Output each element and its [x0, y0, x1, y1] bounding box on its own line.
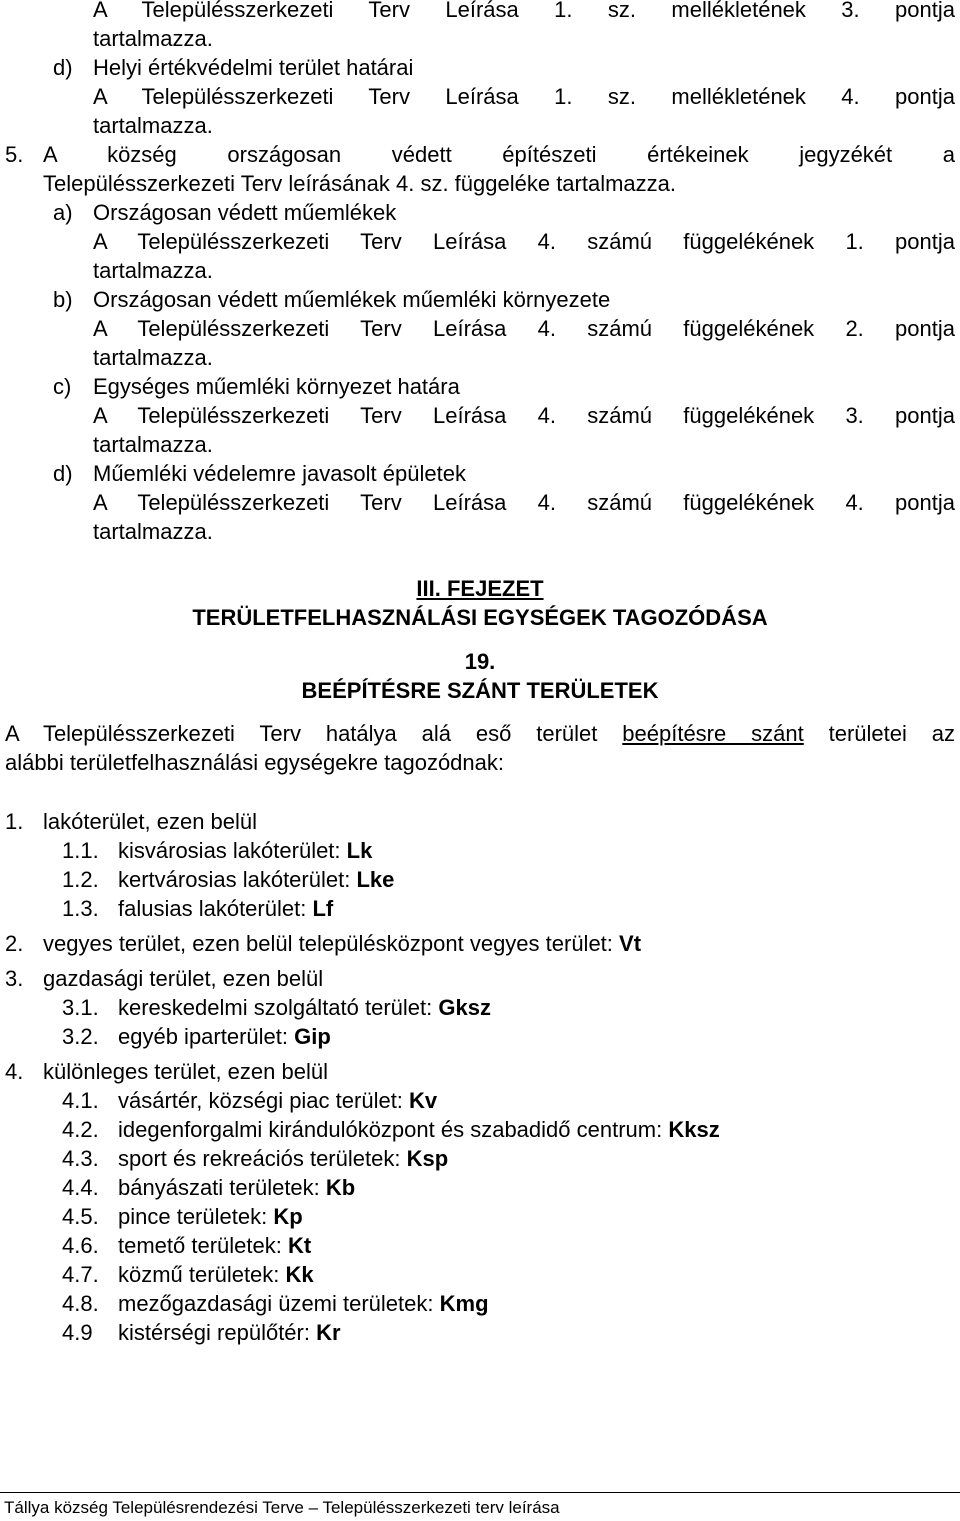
list-item: 4.8. mezőgazdasági üzemi területek: Kmg — [62, 1291, 489, 1316]
chapter-title: TERÜLETFELHASZNÁLÁSI EGYSÉGEK TAGOZÓDÁSA — [192, 605, 768, 630]
subitem-title: Helyi értékvédelmi terület határai — [93, 55, 414, 80]
list-item: 1.3. falusias lakóterület: Lf — [62, 896, 334, 921]
area-code: Kksz — [668, 1117, 720, 1142]
subitem-a-title — [53, 199, 396, 227]
ref-line: A Településszerkezeti Terv Leírása 4. számú függelékének 1. pontja — [93, 229, 955, 254]
area-code: Lke — [356, 867, 395, 892]
subitem-b-title — [53, 286, 610, 314]
list-item: 4.7. közmű területek: Kk — [62, 1262, 314, 1287]
section-number: 19. — [464, 649, 496, 674]
intro-line-2: alábbi területfelhasználási egységekre tagozódnak: — [5, 750, 504, 775]
list-item: 3.2. egyéb iparterület: Gip — [62, 1024, 331, 1049]
subitem-title: Műemléki védelemre javasolt épületek — [93, 461, 466, 486]
subitem-c-title — [53, 373, 460, 401]
ref-line: A Településszerkezeti Terv Leírása 4. számú függelékének 2. pontja — [93, 316, 955, 341]
item-5-text: A község országosan védett építészeti értékeinek jegyzékét a — [43, 142, 955, 167]
area-code: Kr — [316, 1320, 341, 1345]
list-item: 1.1. kisvárosias lakóterület: Lk — [62, 838, 373, 863]
list-item: 4. különleges terület, ezen belül — [5, 1059, 328, 1084]
ref-tail: tartalmazza. — [93, 345, 213, 370]
area-code: Gksz — [438, 995, 491, 1020]
ref-tail: tartalmazza. — [93, 432, 213, 457]
ref-tail: tartalmazza. — [93, 26, 213, 51]
ref-tail: tartalmazza. — [93, 258, 213, 283]
area-code: Vt — [619, 931, 642, 956]
area-code: Lk — [346, 838, 373, 863]
intro-underlined: beépítésre szánt — [622, 721, 804, 746]
area-code: Kv — [409, 1088, 438, 1113]
area-code: Kt — [288, 1233, 312, 1258]
list-item: 1.2. kertvárosias lakóterület: Lke — [62, 867, 395, 892]
subitem-title: Országosan védett műemlékek — [93, 200, 397, 225]
ref-line: A Településszerkezeti Terv Leírása 1. sz. mellékletének 4. pontja — [93, 84, 955, 109]
ref-tail: tartalmazza. — [93, 519, 213, 544]
subitem-label: b) — [53, 287, 73, 312]
subitem-label: a) — [53, 200, 73, 225]
list-item: 3.1. kereskedelmi szolgáltató terület: Gksz — [62, 995, 491, 1020]
chapter-number: III. FEJEZET — [416, 576, 544, 601]
list-item: 4.2. idegenforgalmi kirándulóközpont és szabadidő centrum: Kksz — [62, 1117, 720, 1142]
page-footer — [0, 1492, 960, 1519]
footer-text: Tállya község Településrendezési Terve – Településszerkezeti terv leírása — [4, 1498, 560, 1517]
list-item: 4.3. sport és rekreációs területek: Ksp — [62, 1146, 449, 1171]
item-5-text-cont: Településszerkezeti Terv leírásának 4. sz. függeléke tartalmazza. — [43, 171, 677, 196]
list-item: 1. lakóterület, ezen belül — [5, 809, 258, 834]
list-item: 2. vegyes terület, ezen belül településközpont vegyes terület: Vt — [5, 931, 642, 956]
subitem-title: Országosan védett műemlékek műemléki környezete — [93, 287, 611, 312]
ref-line: A Településszerkezeti Terv Leírása 4. számú függelékének 4. pontja — [93, 490, 955, 515]
list-item: 3. gazdasági terület, ezen belül — [5, 966, 324, 991]
area-code: Kp — [273, 1204, 303, 1229]
area-code: Ksp — [406, 1146, 449, 1171]
item-5-number: 5. — [5, 142, 24, 167]
subitem-label: c) — [53, 374, 72, 399]
area-code: Gip — [294, 1024, 331, 1049]
list-item: 4.6. temető területek: Kt — [62, 1233, 312, 1258]
area-code: Kb — [325, 1175, 356, 1200]
subitem-title: Egységes műemléki környezet határa — [93, 374, 460, 399]
list-item: 4.1. vásártér, községi piac terület: Kv — [62, 1088, 438, 1113]
section-title: BEÉPÍTÉSRE SZÁNT TERÜLETEK — [301, 678, 659, 703]
area-code: Kk — [285, 1262, 314, 1287]
subitem-label: d) — [53, 55, 73, 80]
area-code: Kmg — [439, 1291, 489, 1316]
subitem-d-title — [53, 54, 413, 82]
list-item: 4.9 kistérségi repülőtér: Kr — [62, 1320, 341, 1345]
list-item: 4.5. pince területek: Kp — [62, 1204, 303, 1229]
ref-line: A Településszerkezeti Terv Leírása 4. számú függelékének 3. pontja — [93, 403, 955, 428]
subitem-label: d) — [53, 461, 73, 486]
intro-line-1: A Településszerkezeti Terv hatálya alá eső terület beépítésre szánt területei az — [5, 721, 955, 746]
list-item: 4.4. bányászati területek: Kb — [62, 1175, 356, 1200]
area-code: Lf — [312, 896, 334, 921]
subitem-d-title — [53, 460, 466, 488]
ref-tail: tartalmazza. — [93, 113, 213, 138]
ref-line: A Településszerkezeti Terv Leírása 1. sz. mellékletének 3. pontja — [93, 0, 955, 22]
